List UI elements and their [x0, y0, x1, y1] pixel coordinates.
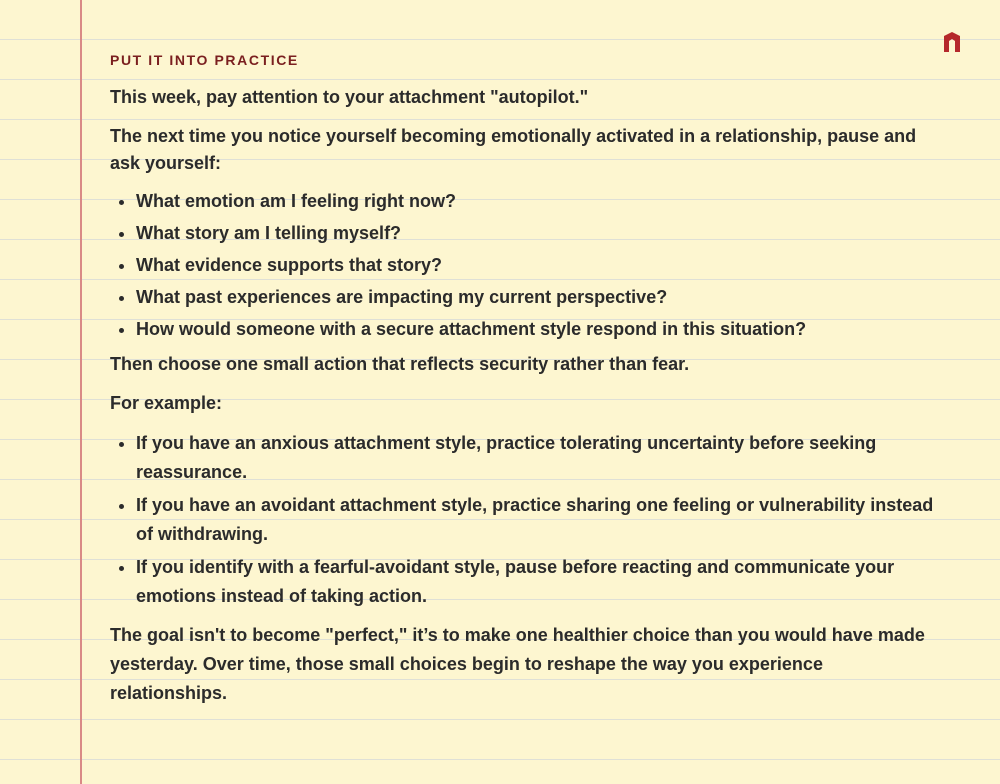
list-item: • How would someone with a secure attachment style respond in this situation? — [136, 317, 940, 341]
reflection-questions-list — [110, 189, 940, 341]
notebook-margin-line — [80, 0, 82, 784]
intro-paragraph: This week, pay attention to your attachment "autopilot." — [110, 87, 589, 107]
action-text-before: Then choose — [110, 354, 227, 374]
practice-section — [110, 50, 940, 720]
list-item: • If you have an anxious attachment style, practice tolerating uncertainty before seeking reassurance. — [136, 429, 940, 487]
list-item: • What emotion am I feeling right now? — [136, 189, 940, 213]
shield-logo-icon — [943, 32, 961, 52]
action-paragraph — [110, 351, 940, 378]
action-emphasis: one — [226, 354, 259, 374]
list-item: • What story am I telling myself? — [136, 221, 940, 245]
action-text-after: small action that reflects security rather than fear. — [258, 354, 690, 374]
prompt-paragraph: The next time you notice yourself becoming emotionally activated in a relationship, pause and ask yourself: — [110, 126, 917, 173]
example-lead: For example: — [110, 393, 223, 413]
list-item: • What past experiences are impacting my current perspective? — [136, 285, 940, 309]
closing-paragraph: The goal isn't to become "perfect," it’s to make one healthier choice than you would have made yesterday. Over time, those small choices begin to reshape the way you experience relationships. — [110, 625, 925, 703]
list-item: • If you identify with a fearful-avoidant style, pause before reacting and communicate your emotions instead of taking action. — [136, 553, 940, 611]
list-item: • What evidence supports that story? — [136, 253, 940, 277]
list-item: • If you have an avoidant attachment style, practice sharing one feeling or vulnerability instead of withdrawing. — [136, 491, 940, 549]
section-eyebrow: PUT IT INTO PRACTICE — [110, 52, 299, 68]
examples-list — [110, 429, 940, 611]
